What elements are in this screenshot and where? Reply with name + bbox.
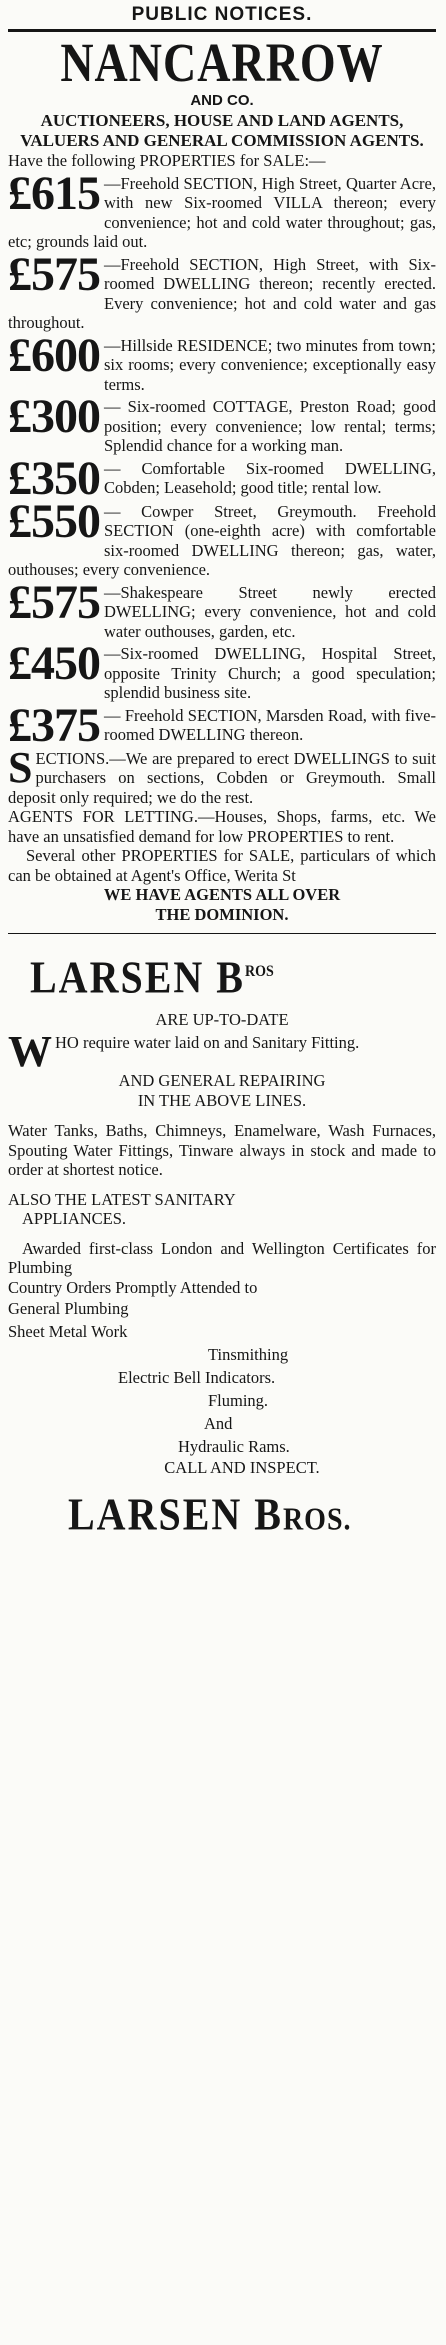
larsen-title bbox=[30, 946, 436, 1004]
several-properties-notice: Several other PROPERTIES for SALE, particulars of which can be obtained at Agent's Office, Werita St bbox=[8, 846, 436, 885]
listing-price: £600 bbox=[8, 335, 100, 382]
larsen-also-line-2: APPLIANCES. bbox=[22, 1209, 127, 1229]
agents-line-1: WE HAVE AGENTS ALL OVER bbox=[103, 885, 341, 904]
listing-price: £575 bbox=[8, 582, 100, 629]
service-sheet-metal: Sheet Metal Work bbox=[8, 1322, 128, 1342]
listing-price: £300 bbox=[8, 397, 100, 443]
larsen-awarded: Awarded first-class London and Wellington Certificates for Plumbing bbox=[8, 1238, 436, 1278]
larsen-also-line-1: ALSO THE LATEST SANITARY bbox=[8, 1189, 236, 1209]
property-listing bbox=[8, 174, 436, 252]
sections-drop-cap: S bbox=[8, 748, 33, 792]
service-general-plumbing: General Plumbing bbox=[8, 1299, 129, 1319]
listing-text: —Shakespeare Street newly erected DWELLING; every convenience, hot and cold water outhouses, garden, etc. bbox=[104, 582, 436, 641]
advertisement-divider bbox=[8, 933, 436, 934]
larsen-above-lines: IN THE ABOVE LINES. bbox=[137, 1091, 307, 1111]
listing-price: £550 bbox=[8, 501, 100, 548]
service-hydraulic-rams: Hydraulic Rams. bbox=[178, 1437, 290, 1457]
property-listing bbox=[8, 336, 436, 395]
nancarrow-title: NANCARROW bbox=[60, 31, 384, 93]
property-listing bbox=[8, 502, 436, 580]
listing-price: £575 bbox=[8, 254, 100, 301]
nancarrow-intro: Have the following PROPERTIES for SALE:— bbox=[8, 151, 326, 170]
listing-price: £375 bbox=[8, 705, 100, 746]
larsen-name-sup: ROS bbox=[244, 963, 274, 981]
listing-text: —Hillside RESIDENCE; two minutes from town; six rooms; every convenience; exceptionally easy terms. bbox=[104, 335, 436, 394]
agents-line-2: THE DOMINION. bbox=[155, 905, 289, 924]
listing-text: —Freehold SECTION, High Street, with Six-roomed DWELLING thereon; recently erected. Every convenience; hot and cold water and gas throughout. bbox=[8, 254, 436, 332]
listing-price: £615 bbox=[8, 173, 100, 220]
listing-text: —Six-roomed DWELLING, Hospital Street, opposite Trinity Church; a good speculation; splendid business site. bbox=[104, 644, 436, 702]
property-listing bbox=[8, 459, 436, 499]
larsen-who-notice bbox=[8, 1033, 436, 1071]
property-listing bbox=[8, 583, 436, 642]
listing-price: £450 bbox=[8, 644, 100, 690]
sections-notice bbox=[8, 749, 436, 808]
larsen-up-to-date: ARE UP-TO-DATE bbox=[155, 1010, 289, 1030]
larsen-footer-sc: ROS. bbox=[282, 1502, 352, 1538]
larsen-goods: Water Tanks, Baths, Chimneys, Enamelware, Wash Furnaces, Spouting Water Fittings, Tinware always in stock and made to order at shortest notice. bbox=[8, 1121, 436, 1180]
listing-text: — Cowper Street, Greymouth. Freehold SECTION (one-eighth acre) with comfortable six-roomed DWELLING thereon; gas, water, outhouses; every convenience. bbox=[8, 501, 436, 579]
property-listing bbox=[8, 397, 436, 456]
section-header: PUBLIC NOTICES. bbox=[131, 4, 313, 25]
service-and: And bbox=[204, 1414, 233, 1434]
larsen-advertisement bbox=[8, 950, 436, 1543]
larsen-footer-title bbox=[68, 1489, 436, 1548]
larsen-name: LARSEN B bbox=[30, 951, 245, 1003]
service-tinsmithing: Tinsmithing bbox=[208, 1345, 289, 1365]
listing-text: — Comfortable Six-roomed DWELLING, Cobden; Leasehold; good title; rental low. bbox=[104, 458, 436, 497]
letting-notice: AGENTS FOR LETTING.—Houses, Shops, farms, etc. We have an unsatisfied demand for low PROPERTIES to rent. bbox=[8, 807, 436, 846]
property-listing bbox=[8, 644, 436, 703]
property-listing bbox=[8, 706, 436, 746]
listing-text: — Six-roomed COTTAGE, Preston Road; good position; every convenience; low rental; terms; Splendid chance for a working man. bbox=[104, 397, 436, 455]
larsen-country-orders: Country Orders Promptly Attended to bbox=[8, 1277, 258, 1297]
service-fluming: Fluming. bbox=[208, 1391, 269, 1411]
listing-text: — Freehold SECTION, Marsden Road, with five-roomed DWELLING thereon. bbox=[104, 705, 436, 744]
property-listing bbox=[8, 255, 436, 333]
larsen-footer-name: LARSEN B bbox=[68, 1488, 283, 1541]
service-electric-bell: Electric Bell Indicators. bbox=[118, 1368, 276, 1388]
nancarrow-tagline: AUCTIONEERS, HOUSE AND LAND AGENTS, VALUERS AND GENERAL COMMISSION AGENTS. bbox=[20, 111, 424, 150]
nancarrow-and-co: AND CO. bbox=[190, 92, 254, 109]
nancarrow-advertisement bbox=[8, 31, 436, 925]
larsen-call-inspect: CALL AND INSPECT. bbox=[164, 1458, 320, 1478]
sections-text: ECTIONS.—We are prepared to erect DWELLINGS to suit purchasers on sections, Cobden or Greymouth. Small deposit only required; we do the rest. bbox=[8, 748, 436, 807]
listing-text: —Freehold SECTION, High Street, Quarter Acre, with new Six-roomed VILLA thereon; every convenience; hot and cold water throughout; gas, etc; grounds laid out. bbox=[8, 173, 436, 251]
larsen-general-repairing: AND GENERAL REPAIRING bbox=[118, 1071, 326, 1091]
who-drop-cap: W bbox=[8, 1033, 52, 1072]
listing-price: £350 bbox=[8, 458, 100, 499]
who-text: HO require water laid on and Sanitary Fitting. bbox=[55, 1033, 360, 1053]
